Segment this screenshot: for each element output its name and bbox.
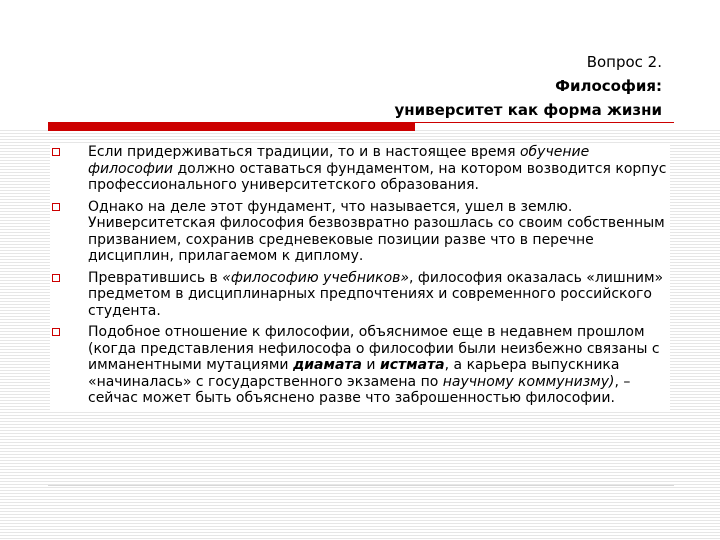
bottom-divider bbox=[48, 485, 674, 486]
bullet-4-text-mid: , а карьера выпускника «начиналась» с государственного экзамена по bbox=[88, 357, 620, 390]
bullet-2-text: Однако на деле этот фундамент, что называется, ушел в землю. Университетская философия безвозвратно разошлась со своим собственным призванием, сохранив средневековые позиции разве что в перечне дисциплин, прилагаемом к диплому. bbox=[88, 198, 665, 264]
bullet-item-2 bbox=[50, 199, 670, 265]
slide-title-line-1: Философия: bbox=[555, 77, 662, 95]
bullet-1-text: Если придерживаться традиции, то и в настоящее время bbox=[88, 144, 520, 160]
bullet-1-emphasis: обучение философии bbox=[88, 144, 590, 177]
bullet-4-and: и bbox=[361, 357, 380, 373]
bullet-item-1 bbox=[50, 144, 670, 194]
bullet-4-text: Подобное отношение к философии, объяснимое еще в недавнем прошлом (когда представления нефилософа о философии были неизбежно связаны с имманентными мутациями bbox=[88, 324, 660, 373]
slide-content bbox=[50, 144, 670, 412]
question-number: Вопрос 2. bbox=[586, 53, 662, 71]
slide-title-line-2: университет как форма жизни bbox=[394, 101, 662, 119]
bullet-list bbox=[50, 144, 670, 407]
square-bullet-icon bbox=[52, 203, 60, 211]
square-bullet-icon bbox=[52, 148, 60, 156]
bullet-3-text: Превратившись в bbox=[88, 269, 223, 286]
bullet-3-emphasis: «философию учебников» bbox=[222, 269, 410, 286]
square-bullet-icon bbox=[52, 328, 60, 336]
bullet-1-text-end: должно оставаться фундаментом, на котором возводится корпус профессионального университетского образования. bbox=[88, 160, 667, 193]
bullet-4-diamat: диамата bbox=[292, 357, 362, 373]
bullet-4-istmat: истмата bbox=[379, 357, 445, 373]
bullet-item-4 bbox=[50, 324, 670, 407]
bullet-3-text-end: , философия оказалась «лишним» предметом в дисциплинарных предпочтениях и современного российского студента. bbox=[88, 269, 664, 319]
bullet-4-emphasis: научному коммунизму) bbox=[442, 373, 615, 390]
bullet-4-text-end: , – сейчас может быть объяснено разве что заброшенностью философии. bbox=[88, 373, 631, 406]
slide-header bbox=[394, 50, 662, 122]
square-bullet-icon bbox=[52, 274, 60, 282]
title-divider-bar bbox=[48, 123, 415, 131]
bullet-item-3 bbox=[50, 270, 670, 320]
